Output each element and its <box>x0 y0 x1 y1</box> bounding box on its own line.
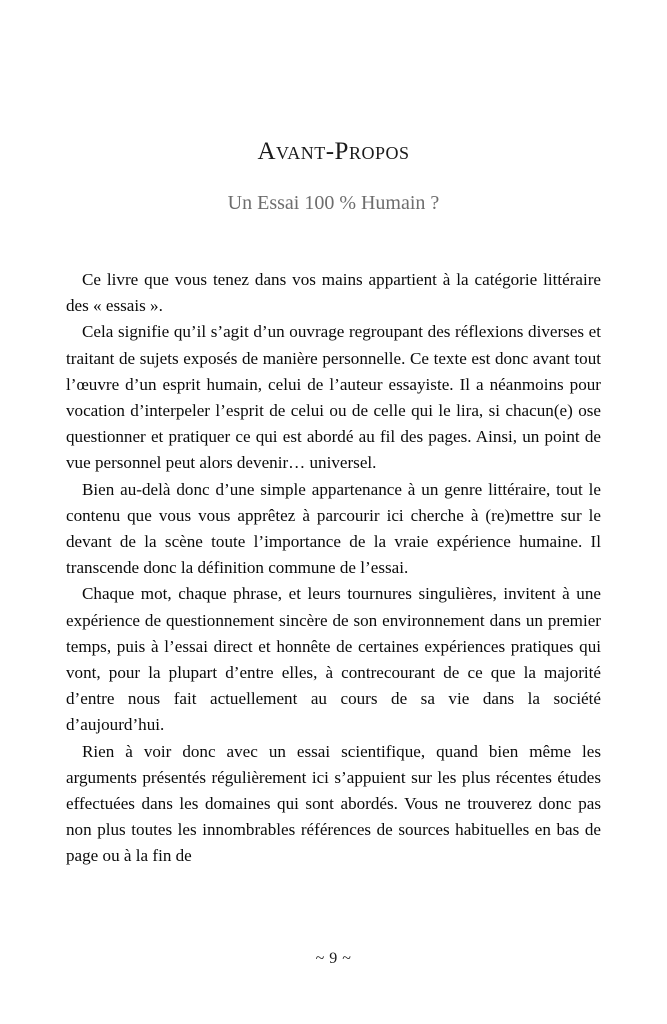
body-text <box>66 267 601 870</box>
paragraph: Bien au-delà donc d’une simple appartenance à un genre littéraire, tout le contenu que vous vous apprêtez à parcourir ici cherche à (re)mettre sur le devant de la scène toute l’importance de la vraie expérience humaine. Il transcende donc la définition commune de l’essai. <box>66 479 601 578</box>
paragraph: Chaque mot, chaque phrase, et leurs tournures singulières, invitent à une expérience de questionnement sincère de son environnement dans un premier temps, puis à l’essai direct et honnête de certaines expériences pratiques qui vont, pour la plupart d’entre elles, à contrecourant de ce que la majorité d’entre nous fait actuellement au cours de sa vie dans la société d’aujourd’hui. <box>66 584 601 735</box>
paragraph: Cela signifie qu’il s’agit d’un ouvrage regroupant des réflexions diverses et traitant de sujets exposés de manière personnelle. Ce texte est donc avant tout l’œuvre d’un esprit humain, celui de l’auteur essayiste. Il a néanmoins pour vocation d’interpeler l’esprit de celui ou de celle qui le lira, si chacun(e) ose questionner et pratiquer ce qui est abordé au fil des pages. Ainsi, un point de vue personnel peut alors devenir… universel. <box>66 322 601 473</box>
page-content <box>66 0 601 1024</box>
chapter-subtitle: Un Essai 100 % Humain ? <box>227 192 440 214</box>
chapter-title: Avant-Propos <box>257 138 410 165</box>
paragraph: Rien à voir donc avec un essai scientifique, quand bien même les arguments présentés régulièrement ici s’appuient sur les plus récentes études effectuées dans les domaines qui sont abordés. Vous ne trouverez donc pas non plus toutes les innombrables références de sources habituelles en bas de page ou à la fin de <box>66 741 601 866</box>
page-number: ~ 9 ~ <box>315 950 352 967</box>
paragraph: Ce livre que vous tenez dans vos mains appartient à la catégorie littéraire des « essais ». <box>66 270 601 316</box>
